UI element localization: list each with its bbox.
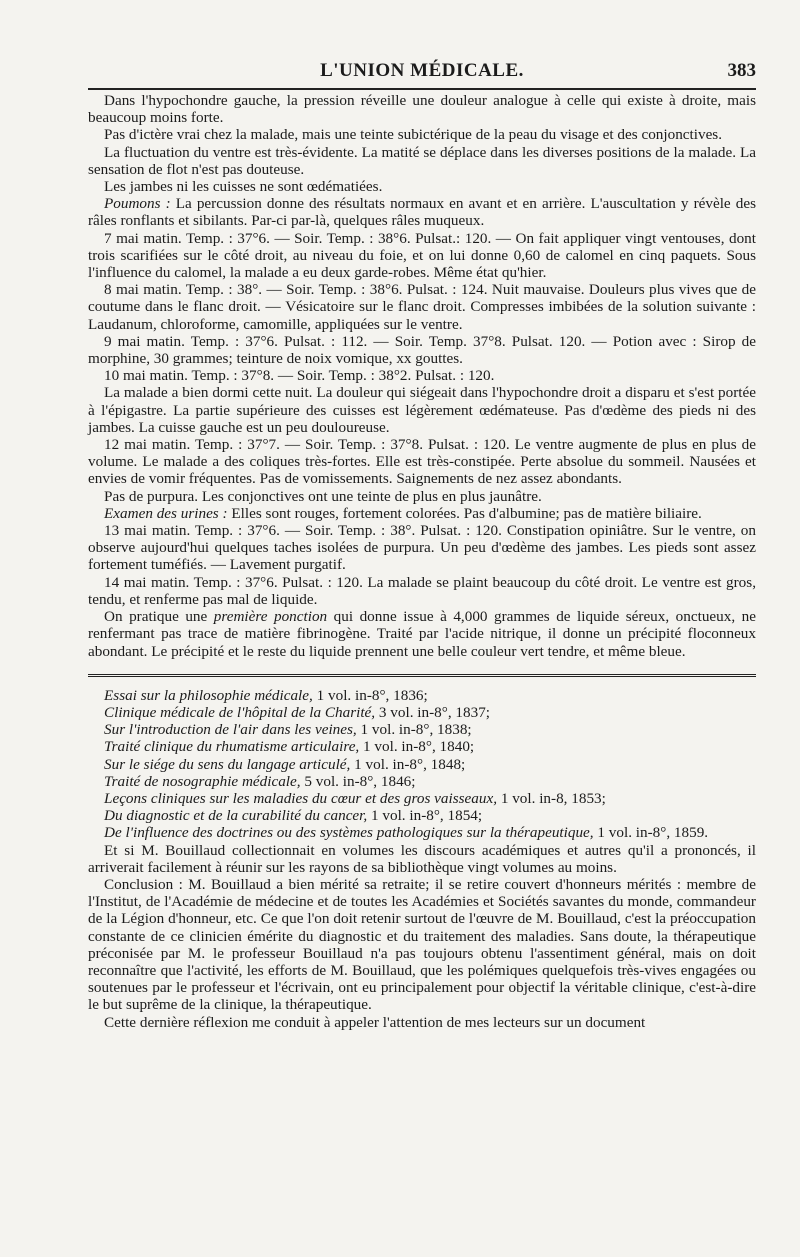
works-paragraph xyxy=(88,704,756,721)
text-run: 9 mai matin. Temp. : 37°6. Pulsat. : 112. — Soir. Temp. 37°8. Pulsat. 120. — Potion avec : Sirop de morphine, 30 grammes; teinture de noix vomique, xx gouttes. xyxy=(88,332,756,368)
italic-text: Sur l'introduction de l'air dans les veines, xyxy=(104,721,357,739)
text-run: 8 mai matin. Temp. : 38°. — Soir. Temp. : 38°6. Pulsat. : 124. Nuit mauvaise. Douleurs plus vives que de coutume dans le flanc droit. — Vésicatoire sur le flanc droit. Compresses imbibées de la solution suivante : Laudanum, chloroforme, camomille, appliquées sur le ventre. xyxy=(88,281,756,333)
works-paragraph xyxy=(88,824,756,841)
text-run: La percussion donne des résultats normaux en avant et en arrière. L'auscultation y révèle des râles ronflants et sibilants. Par-ci par-là, quelques râles muqueux. xyxy=(88,195,756,230)
section-separator xyxy=(88,674,756,680)
case-paragraph xyxy=(88,384,756,436)
works-paragraph xyxy=(88,721,756,738)
case-paragraph xyxy=(88,195,756,229)
works-paragraph xyxy=(88,1014,756,1031)
text-run: 12 mai matin. Temp. : 37°7. — Soir. Temp. : 37°8. Pulsat. : 120. Le ventre augmente de plus en plus de volume. Le malade a des coliques très-fortes. Elle est très-constipée. Perte absolue du sommeil. Nausées et envies de vomir fréquentes. Pas de vomissements. Saignements de nez assez abondants. xyxy=(88,436,756,488)
text-run: Elles sont rouges, fortement colorées. Pas d'albumine; pas de matière biliaire. xyxy=(227,504,702,522)
text-run: 1 vol. in-8°, 1859. xyxy=(593,824,709,842)
works-paragraph xyxy=(88,807,756,824)
text-run: La fluctuation du ventre est très-évidente. La matité se déplace dans les diverses positions de la malade. La sensation de flot n'est pas douteuse. xyxy=(88,143,756,178)
works-paragraph xyxy=(88,842,756,876)
text-run: 1 vol. in-8°, 1848; xyxy=(350,755,466,773)
text-run: qui donne issue à 4,000 grammes de liquide séreux, onctueux, ne renfermant pas trace de matière fibrinogène. Traité par l'acide nitrique, il donne un précipité floconneux abondant. Le précipité et le reste du liquide prennent une belle couleur vert tendre, et même bleue. xyxy=(88,608,756,660)
text-run: 5 vol. in-8°, 1846; xyxy=(300,772,416,790)
text-run: 1 vol. in-8, 1853; xyxy=(497,789,606,807)
text-run: Pas d'ictère vrai chez la malade, mais une teinte subictérique de la peau du visage et des conjonctives. xyxy=(104,126,723,144)
case-paragraph xyxy=(88,333,756,367)
case-paragraph xyxy=(88,230,756,282)
works-paragraph xyxy=(88,687,756,704)
case-paragraph xyxy=(88,144,756,178)
text-run: La malade a bien dormi cette nuit. La douleur qui siégeait dans l'hypochondre droit a disparu et s'est portée à l'épigastre. La partie supérieure des cuisses est légèrement œdémateuse. Pas d'œdème des pieds ni des jambes. La cuisse gauche est un peu douloureuse. xyxy=(88,384,756,436)
text-run: 7 mai matin. Temp. : 37°6. — Soir. Temp. : 38°6. Pulsat.: 120. — On fait appliquer vingt ventouses, dont trois scarifiées sur le côté droit, au niveau du foie, et on lui donne 0,60 de calomel en cinq paquets. Sous l'influence du calomel, la malade a eu deux garde-robes. Même état qu'hier. xyxy=(88,229,756,282)
text-run: Dans l'hypochondre gauche, la pression réveille une douleur analogue à celle qui existe à droite, mais beaucoup moins forte. xyxy=(88,92,756,127)
case-paragraph xyxy=(88,574,756,608)
case-paragraph xyxy=(88,367,756,384)
case-paragraph xyxy=(88,488,756,505)
case-paragraph xyxy=(88,281,756,333)
case-paragraph xyxy=(88,126,756,143)
text-run: Conclusion : M. Bouillaud a bien mérité sa retraite; il se retire couvert d'honneurs mérités : membre de l'Institut, de l'Académie de médecine et de toutes les Académies et Sociétés savantes du monde, commandeur de la Légion d'honneur, etc. Ce que l'on doit retenir surtout de l'œuvre de M. Bouillaud, c'est la préoccupation constante de ce clinicien émérite du diagnostic et du traitement des maladies. Sans doute, la thérapeutique préconisée par M. le professeur Bouillaud n'a pas toujours obtenu l'assentiment général, mais on doit reconnaître que l'activité, les efforts de M. Bouillaud, que les polémiques quelquefois très-vives engagées ou soutenues par le professeur et l'écrivain, ont eu principalement pour objectif la véritable clinique, c'est-à-dire le but suprême de la clinique, la thérapeutique. xyxy=(88,875,756,1014)
italic-text: Clinique médicale de l'hôpital de la Charité, xyxy=(104,703,376,721)
page-number: 383 xyxy=(727,60,756,81)
italic-text: Leçons cliniques sur les maladies du cœur et des gros vaisseaux, xyxy=(104,789,498,807)
works-paragraph xyxy=(88,738,756,755)
case-paragraph xyxy=(88,92,756,126)
italic-text: Traité de nosographie médicale, xyxy=(104,772,301,790)
works-paragraph xyxy=(88,756,756,773)
text-run: 14 mai matin. Temp. : 37°6. Pulsat. : 120. La malade se plaint beaucoup du côté droit. Le ventre est gros, tendu, et renferme pas mal de liquide. xyxy=(88,573,756,608)
case-paragraph xyxy=(88,608,756,660)
case-paragraph xyxy=(88,178,756,195)
works-paragraph xyxy=(88,876,756,1014)
italic-text: Poumons : xyxy=(104,195,171,213)
italic-text: Essai sur la philosophie médicale, xyxy=(104,686,313,704)
case-paragraph xyxy=(88,522,756,574)
case-paragraph xyxy=(88,505,756,522)
works-paragraph xyxy=(88,773,756,790)
italic-text: Du diagnostic et de la curabilité du cancer, xyxy=(104,807,368,825)
text-run: On pratique une xyxy=(104,608,214,626)
running-title: L'UNION MÉDICALE. xyxy=(320,60,524,81)
italic-text: Sur le siége du sens du langage articulé, xyxy=(104,755,351,773)
header-rule xyxy=(88,88,756,90)
italic-text: première ponction xyxy=(213,608,328,626)
text-run: 3 vol. in-8°, 1837; xyxy=(375,703,491,721)
text-run: 1 vol. in-8°, 1840; xyxy=(359,738,475,756)
text-run: 1 vol. in-8°, 1836; xyxy=(312,686,428,704)
bibliography-section xyxy=(88,687,756,1031)
works-paragraph xyxy=(88,790,756,807)
text-run: Et si M. Bouillaud collectionnait en volumes les discours académiques et autres qu'il a prononcés, il arriverait facilement à réunir sur les rayons de sa bibliothèque vingt volumes au moins. xyxy=(88,841,756,876)
text-run: Les jambes ni les cuisses ne sont œdématiées. xyxy=(104,178,383,196)
text-run: 10 mai matin. Temp. : 37°8. — Soir. Temp. : 38°2. Pulsat. : 120. xyxy=(104,367,495,385)
italic-text: Examen des urines : xyxy=(104,504,228,522)
case-report-text xyxy=(88,92,756,660)
page-header xyxy=(88,0,756,92)
text-run: 1 vol. in-8°, 1838; xyxy=(356,721,472,739)
italic-text: Traité clinique du rhumatisme articulaire, xyxy=(104,738,360,756)
text-run: Cette dernière réflexion me conduit à appeler l'attention de mes lecteurs sur un document xyxy=(104,1013,646,1031)
case-paragraph xyxy=(88,436,756,488)
text-run: 13 mai matin. Temp. : 37°6. — Soir. Temp. : 38°. Pulsat. : 120. Constipation opiniâtre. Sur le ventre, on observe aujourd'hui quelques taches isolées de purpura. Un peu d'œdème des jambes. Les pieds sont assez fortement tuméfiés. — Lavement purgatif. xyxy=(88,522,756,574)
text-run: Pas de purpura. Les conjonctives ont une teinte de plus en plus jaunâtre. xyxy=(104,487,542,505)
italic-text: De l'influence des doctrines ou des systèmes pathologiques sur la thérapeutique, xyxy=(104,824,594,842)
text-run: 1 vol. in-8°, 1854; xyxy=(367,807,483,825)
